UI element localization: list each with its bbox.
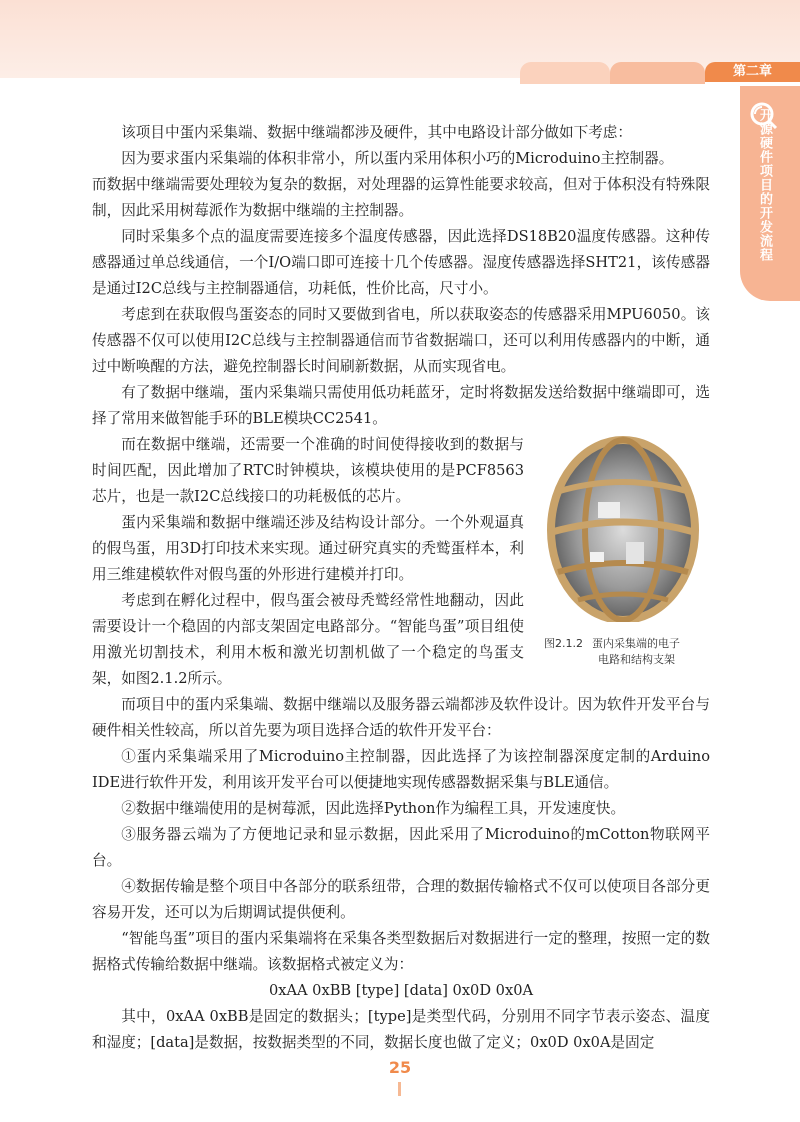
egg-frame-photo	[538, 432, 708, 622]
paragraph: ②数据中继端使用的是树莓派，因此选择Python作为编程工具，开发速度快。	[121, 800, 626, 817]
paragraph: 蛋内采集端和数据中继端还涉及结构设计部分。一个外观逼真的假鸟蛋，用3D打印技术来实现。通过研究真实的秃鹫蛋样本，利用三维建模软件对假鸟蛋的外形进行建模并打印。	[92, 514, 524, 583]
figure-caption	[538, 636, 710, 668]
paragraph: 同时采集多个点的温度需要连接多个温度传感器，因此选择DS18B20温度传感器。这种传感器通过单总线通信，一个I/O端口即可连接十几个传感器。湿度传感器选择SHT21，该传感器是通过I2C总线与主控制器通信，功耗低，性价比高，尺寸小。	[92, 228, 710, 297]
paragraph: ④数据传输是整个项目中各部分的联系纽带，合理的数据传输格式不仅可以使项目各部分更容易开发，还可以为后期调试提供便利。	[92, 878, 710, 921]
paragraph: 其中，0xAA 0xBB是固定的数据头；[type]是类型代码，分别用不同字节表示姿态、温度和湿度；[data]是数据，按数据类型的不同，数据长度也做了定义；0x0D 0x0A是固定	[92, 1008, 710, 1051]
figure-2-1-2	[538, 432, 710, 668]
page-number-tick	[398, 1082, 401, 1096]
paragraph: 该项目中蛋内采集端、数据中继端都涉及硬件，其中电路设计部分做如下考虑：	[121, 124, 632, 141]
paragraph: 因为要求蛋内采集端的体积非常小，所以蛋内采用体积小巧的Microduino主控制器。	[121, 150, 674, 167]
header-tab-decor	[610, 62, 705, 84]
paragraph: “智能鸟蛋”项目的蛋内采集端将在采集各类型数据后对数据进行一定的整理，按照一定的数据格式传输给数据中继端。该数据格式被定义为：	[92, 930, 710, 973]
paragraph: 有了数据中继端，蛋内采集端只需使用低功耗蓝牙，定时将数据发送给数据中继端即可，选择了常用来做智能手环的BLE模块CC2541。	[92, 384, 710, 427]
caption-line2: 电路和结构支架	[598, 653, 675, 666]
side-title: 开源硬件项目的开发流程	[757, 108, 772, 262]
chapter-label: 第二章	[705, 62, 800, 82]
page-number: 25	[388, 1058, 412, 1077]
paragraph: 而项目中的蛋内采集端、数据中继端以及服务器云端都涉及软件设计。因为软件开发平台与硬件相关性较高，所以首先要为项目选择合适的软件开发平台：	[92, 696, 710, 739]
paragraph: 考虑到在获取假鸟蛋姿态的同时又要做到省电，所以获取姿态的传感器采用MPU6050。该传感器不仅可以使用I2C总线与主控制器通信而节省数据端口，还可以利用传感器内的中断，通过中断唤醒的方法，避免控制器长时间刷新数据，从而实现省电。	[92, 306, 710, 375]
caption-number: 图2.1.2	[544, 637, 583, 650]
paragraph: 而数据中继端需要处理较为复杂的数据，对处理器的运算性能要求较高，但对于体积没有特殊限制，因此采用树莓派作为数据中继端的主控制器。	[92, 176, 710, 219]
header-tab-decor	[520, 62, 610, 84]
paragraph: ③服务器云端为了方便地记录和显示数据，因此采用了Microduino的mCotton物联网平台。	[92, 826, 710, 869]
paragraph: ①蛋内采集端采用了Microduino主控制器，因此选择了为该控制器深度定制的Arduino IDE进行软件开发，利用该开发平台可以便捷地实现传感器数据采集与BLE通信。	[92, 748, 710, 791]
paragraph: 而在数据中继端，还需要一个准确的时间使得接收到的数据与时间匹配，因此增加了RTC时钟模块，该模块使用的是PCF8563芯片，也是一款I2C总线接口的功耗极低的芯片。	[92, 436, 524, 505]
data-format-formula: 0xAA 0xBB [type] [data] 0x0D 0x0A	[268, 982, 534, 999]
paragraph: 考虑到在孵化过程中，假鸟蛋会被母秃鹫经常性地翻动，因此需要设计一个稳固的内部支架固定电路部分。“智能鸟蛋”项目组使用激光切割技术，利用木板和激光切割机做了一个稳定的鸟蛋支架，如图2.1.2所示。	[92, 592, 524, 687]
caption-line1: 蛋内采集端的电子	[592, 637, 680, 650]
body-text	[92, 120, 710, 1056]
